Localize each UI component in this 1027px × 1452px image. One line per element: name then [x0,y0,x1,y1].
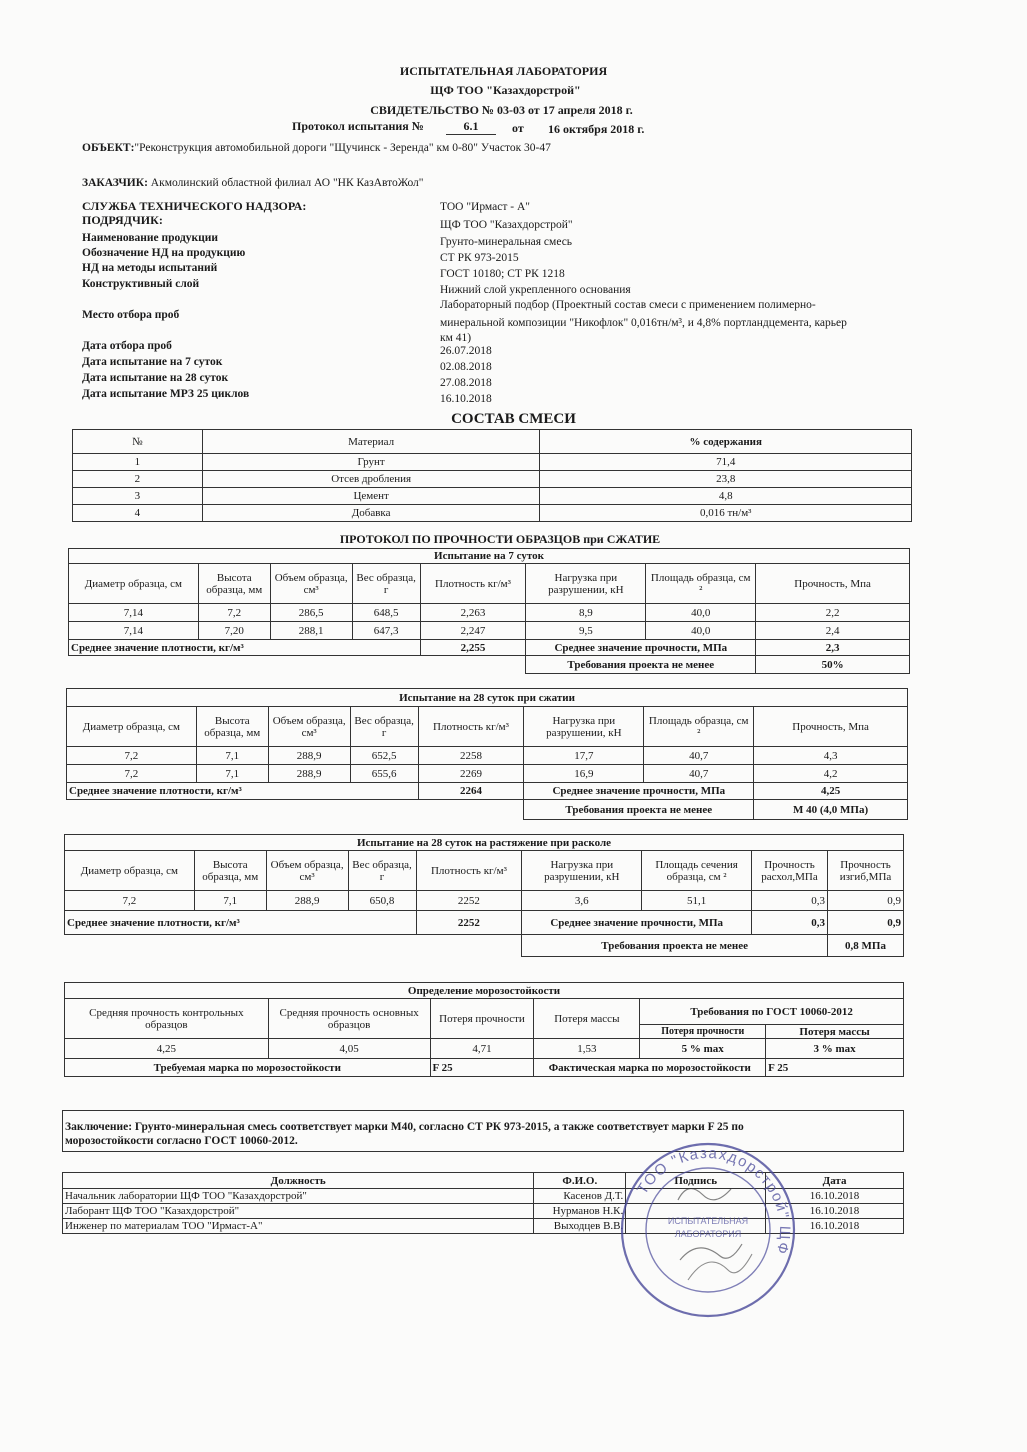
test28t-avg-density-label: Среднее значение плотности, кг/м³ [65,911,417,935]
mix-col-percent: % содержания [540,430,912,454]
cell: 51,1 [642,891,752,911]
conclusion-label: Заключение: [65,1121,133,1133]
cell: 655,6 [350,765,418,783]
mix-percent: 23,8 [540,471,912,488]
cell: 3,6 [522,891,642,911]
cell: 286,5 [270,604,352,622]
test28-row [67,765,908,783]
cell: 7,2 [198,604,270,622]
test28-avg-strength-label: Среднее значение прочности, МПа [524,783,754,800]
mix-no: 2 [73,471,203,488]
test28t-table [64,834,904,957]
cell: 4,2 [754,765,908,783]
test28t-h-diameter: Диаметр образца, см [65,851,195,891]
cell: 2,4 [756,622,910,640]
test28-header-row [67,707,908,747]
cell: 7,14 [69,622,199,640]
frost-v5a: 5 % max [640,1039,766,1059]
layer-value: Нижний слой укрепленного основания [440,284,631,296]
customer-label: ЗАКАЗЧИК: [82,177,148,189]
test7-h-height: Высота образца, мм [198,564,270,604]
customer-value: Акмолинский областной филиал АО "НК КазАвтоЖол" [150,177,424,189]
mrz-date-value: 16.10.2018 [440,393,492,405]
test28-row [67,747,908,765]
cell: 40,0 [646,622,756,640]
place-value-2: минеральной композиции "Никофлок" 0,016тн/м³, и 4,8% портландцемента, карьер [440,317,847,329]
test7-date-value: 02.08.2018 [440,361,492,373]
frost-fact-value: F 25 [766,1059,904,1077]
cell: 288,9 [266,891,348,911]
test7-avg-strength-label: Среднее значение прочности, МПа [526,640,756,656]
frost-row [65,1039,904,1059]
mix-no: 4 [73,505,203,522]
place-value-3: км 41) [440,332,472,344]
cell: 288,9 [268,747,350,765]
customer-line [82,177,423,189]
sig-position: Инженер по материалам ТОО "Ирмаст-А" [63,1219,534,1234]
cell: 2,2 [756,604,910,622]
sig-position: Начальник лаборатории ЩФ ТОО "Казахдорстрой" [63,1189,534,1204]
cell: 2,263 [420,604,526,622]
test28t-req-label: Требования проекта не менее [522,935,828,957]
test28-avg-density: 2264 [418,783,524,800]
cell: 7,1 [196,765,268,783]
test28-h-area: Площадь образца, см ² [644,707,754,747]
mix-percent: 0,016 тн/м³ [540,505,912,522]
test28-h-height: Высота образца, мм [196,707,268,747]
test28-avg-strength: 4,25 [754,783,908,800]
test28-req-label: Требования проекта не менее [524,800,754,820]
sig-name: Выходцев В.В. [534,1219,626,1234]
mix-material: Грунт [202,454,540,471]
cell: 647,3 [352,622,420,640]
test28t-avg-density: 2252 [416,911,522,935]
sig-col-date: Дата [766,1173,904,1189]
mix-no: 1 [73,454,203,471]
mix-header-row [73,430,912,454]
test28t-req-row [65,935,904,957]
mix-col-material: Материал [202,430,540,454]
cell: 8,9 [526,604,646,622]
mix-table [72,429,912,522]
cell: 2,247 [420,622,526,640]
sig-name: Нурманов Н.К. [534,1204,626,1219]
frost-v5b: 3 % max [766,1039,904,1059]
supervision-label: СЛУЖБА ТЕХНИЧЕСКОГО НАДЗОРА: [82,199,307,213]
mix-material: Отсев дробления [202,471,540,488]
cell: 288,1 [270,622,352,640]
cell: 7,14 [69,604,199,622]
test28-h-volume: Объем образца, см³ [268,707,350,747]
sampling-date-label: Дата отбора проб [82,340,172,352]
conclusion-line1 [65,1121,744,1133]
mix-title: СОСТАВ СМЕСИ [451,411,576,427]
test28t-row [65,891,904,911]
sampling-date-value: 26.07.2018 [440,345,492,357]
test7-title: Испытание на 7 суток [69,549,910,564]
test28-h-weight: Вес образца, г [350,707,418,747]
sig-date: 16.10.2018 [766,1219,904,1234]
frost-v2: 4,05 [268,1039,430,1059]
certificate-line: СВИДЕТЕЛЬСТВО № 03-03 от 17 апреля 2018 г. [370,103,633,117]
frost-req-label: Требуемая марка по морозостойкости [65,1059,431,1077]
test28t-h-load: Нагрузка при разрушении, кН [522,851,642,891]
sig-position: Лаборант ЩФ ТОО "Казахдорстрой" [63,1204,534,1219]
frost-h-main: Средняя прочность основных образцов [268,999,430,1039]
test28-avg-row [67,783,908,800]
nd-methods-label: НД на методы испытаний [82,262,218,274]
test7-h-load: Нагрузка при разрушении, кН [526,564,646,604]
test7-req-value: 50% [756,656,910,674]
test28-date-label: Дата испытание на 28 суток [82,372,229,384]
mix-col-no: № [73,430,203,454]
test28t-title: Испытание на 28 суток на растяжение при расколе [65,835,904,851]
test7-h-density: Плотность кг/м³ [420,564,526,604]
frost-v4: 1,53 [534,1039,640,1059]
test28-h-load: Нагрузка при разрушении, кН [524,707,644,747]
test28t-h-area: Площадь сечения образца, см ² [642,851,752,891]
sig-col-name: Ф.И.О. [534,1173,626,1189]
test28t-header-row [65,851,904,891]
cell: 2269 [418,765,524,783]
mix-material: Цемент [202,488,540,505]
frost-h-gost-strength: Потеря прочности [640,1025,766,1039]
place-value-1: Лабораторный подбор (Проектный состав смеси с применением полимерно- [440,299,816,311]
cell: 7,2 [65,891,195,911]
contractor-value: ЩФ ТОО "Казахдорстрой" [440,219,573,231]
protocol-number: 6.1 [446,119,496,135]
test7-avg-row [69,640,910,656]
test7-req-label: Требования проекта не менее [526,656,756,674]
branch-name: ЩФ ТОО "Казахдорстрой" [430,83,581,97]
sig-col-position: Должность [63,1173,534,1189]
frost-h-gost-mass: Потеря массы [766,1025,904,1039]
protocol-label: Протокол испытания № [292,119,424,133]
conclusion-text2: морозостойкости согласно ГОСТ 10060-2012. [65,1135,298,1147]
place-label: Место отбора проб [82,309,180,321]
cell: 40,7 [644,747,754,765]
protocol-from: от [512,121,524,135]
cell: 7,1 [196,747,268,765]
test28t-h-density: Плотность кг/м³ [416,851,522,891]
cell: 0,9 [827,891,903,911]
cell: 4,3 [754,747,908,765]
frost-title: Определение морозостойкости [65,983,904,999]
frost-header-row [65,999,904,1025]
svg-text:ИСПЫТАТЕЛЬНАЯ: ИСПЫТАТЕЛЬНАЯ [667,1216,749,1226]
cell: 0,3 [752,891,828,911]
cell: 288,9 [268,765,350,783]
test7-avg-density: 2,255 [420,640,526,656]
test7-req-row [69,656,910,674]
test28-h-diameter: Диаметр образца, см [67,707,197,747]
test28t-h-height: Высота образца, мм [194,851,266,891]
test28t-avg-strength-1: 0,3 [752,911,828,935]
sig-date: 16.10.2018 [766,1189,904,1204]
supervision-value: ТОО "Ирмаст - А" [440,201,530,213]
test28-req-value: М 40 (4,0 МПа) [754,800,908,820]
test28t-h-volume: Объем образца, см³ [266,851,348,891]
cell: 40,0 [646,604,756,622]
test28t-avg-row [65,911,904,935]
test28t-h-bend: Прочность изгиб,МПа [827,851,903,891]
stamp-outer-text: ТОО "Казахдорстрой" ЩФ [633,1144,794,1257]
frost-h-control: Средняя прочность контрольных образцов [65,999,269,1039]
mix-percent: 4,8 [540,488,912,505]
test28-title: Испытание на 28 суток при сжатии [67,689,908,707]
test7-h-weight: Вес образца, г [352,564,420,604]
test28-table [66,688,908,820]
test28t-req-value: 0,8 МПа [827,935,903,957]
test7-avg-strength: 2,3 [756,640,910,656]
cell: 650,8 [348,891,416,911]
test7-row [69,604,910,622]
test7-h-diameter: Диаметр образца, см [69,564,199,604]
test7-table [68,548,910,674]
mix-no: 3 [73,488,203,505]
frost-v1: 4,25 [65,1039,269,1059]
frost-req-value: F 25 [430,1059,534,1077]
test28-h-strength: Прочность, Мпа [754,707,908,747]
nd-product-label: Обозначение НД на продукцию [82,247,246,259]
mix-row [73,454,912,471]
nd-methods-value: ГОСТ 10180; СТ РК 1218 [440,268,565,280]
test7-avg-density-label: Среднее значение плотности, кг/м³ [69,640,421,656]
cell: 648,5 [352,604,420,622]
protocol-date: 16 октября 2018 г. [548,122,645,136]
nd-product-value: СТ РК 973-2015 [440,252,519,264]
test7-row [69,622,910,640]
object-value: "Реконструкция автомобильной дороги "Щучинск - Зеренда" км 0-80" Участок 30-47 [134,142,551,154]
test28t-h-split: Прочность расхол,МПа [752,851,828,891]
test7-header-row [69,564,910,604]
test7-h-area: Площадь образца, см ² [646,564,756,604]
sig-date: 16.10.2018 [766,1204,904,1219]
sig-name: Касенов Д.Т. [534,1189,626,1204]
product-label: Наименование продукции [82,232,219,244]
lab-title: ИСПЫТАТЕЛЬНАЯ ЛАБОРАТОРИЯ [399,64,608,78]
cell: 9,5 [526,622,646,640]
test28t-avg-strength-2: 0,9 [827,911,903,935]
cell: 2258 [418,747,524,765]
frost-table [64,982,904,1077]
cell: 16,9 [524,765,644,783]
mrz-date-label: Дата испытание МРЗ 25 циклов [82,388,250,400]
mix-row [73,505,912,522]
cell: 652,5 [350,747,418,765]
frost-v3: 4,71 [430,1039,534,1059]
test7-h-strength: Прочность, Мпа [756,564,910,604]
svg-text:ЛАБОРАТОРИЯ: ЛАБОРАТОРИЯ [674,1229,742,1239]
test28t-h-weight: Вес образца, г [348,851,416,891]
test28-avg-density-label: Среднее значение плотности, кг/м³ [67,783,419,800]
sig-col-sign: Подпись [626,1173,766,1189]
frost-fact-label: Фактическая марка по морозостойкости [534,1059,766,1077]
mix-material: Добавка [202,505,540,522]
lab-stamp [618,1140,798,1320]
frost-h-gost: Требования по ГОСТ 10060-2012 [640,999,904,1025]
frost-grade-row [65,1059,904,1077]
test28-date-value: 27.08.2018 [440,377,492,389]
cell: 7,20 [198,622,270,640]
object-line [82,142,551,154]
contractor-label: ПОДРЯДЧИК: [82,213,163,227]
layer-label: Конструктивный слой [82,278,200,290]
cell: 40,7 [644,765,754,783]
protocol-title: ПРОТОКОЛ ПО ПРОЧНОСТИ ОБРАЗЦОВ при СЖАТИЕ [339,532,661,546]
product-value: Грунто-минеральная смесь [440,236,573,248]
cell: 7,1 [194,891,266,911]
object-label: ОБЪЕКТ: [82,142,135,154]
test28-h-density: Плотность кг/м³ [418,707,524,747]
test28t-avg-strength-label: Среднее значение прочности, МПа [522,911,752,935]
mix-row [73,488,912,505]
mix-percent: 71,4 [540,454,912,471]
frost-h-strength-loss: Потеря прочности [430,999,534,1039]
cell: 7,2 [67,747,197,765]
cell: 2252 [416,891,522,911]
cell: 7,2 [67,765,197,783]
test7-h-volume: Объем образца, см³ [270,564,352,604]
test7-date-label: Дата испытание на 7 суток [82,356,223,368]
test28-req-row [67,800,908,820]
conclusion-text1: Грунто-минеральная смесь соответствует марки М40, согласно СТ РК 973-2015, а также соответствует марки F 25 по [134,1121,744,1133]
frost-h-mass-loss: Потеря массы [534,999,640,1039]
cell: 17,7 [524,747,644,765]
mix-row [73,471,912,488]
